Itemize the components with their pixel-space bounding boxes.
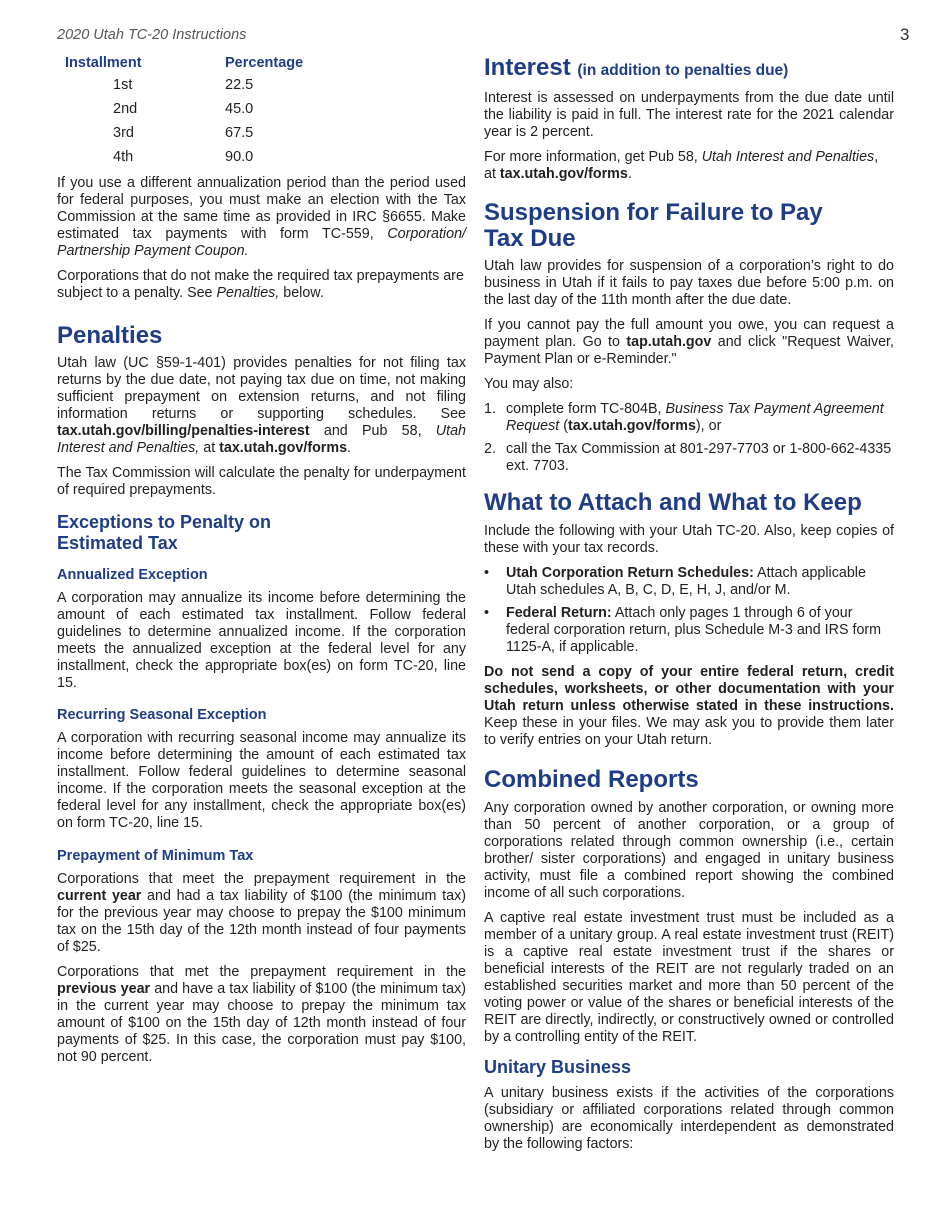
forms-link[interactable]: tax.utah.gov/forms	[499, 166, 628, 182]
seasonal-exception-paragraph: A corporation with recurring seasonal income may annualize its income before determining the amount of each estimated tax installment. Follow federal guidelines to determine seasonal income. If the corporation meets the seasonal exception at the federal level for any installment, check the appropriate box(es) on form TC-20, line 15.	[57, 730, 466, 831]
unitary-business-section	[484, 1057, 894, 1161]
minimum-tax-heading: Prepayment of Minimum Tax	[57, 848, 254, 864]
list-item: 2. call the Tax Commission at 801-297-7703 or 1-800-662-4335 ext. 7703.	[484, 441, 892, 474]
annualization-section	[57, 175, 466, 310]
attach-intro: Include the following with your Utah TC-20. Also, keep copies of these with your tax records.	[484, 523, 894, 556]
list-item: 1. complete form TC-804B, Business Tax Payment Agreement Request (tax.utah.gov/forms), or	[484, 401, 884, 434]
installment-table	[65, 55, 466, 173]
penalties-heading: Penalties	[57, 322, 163, 349]
annualized-exception-section	[57, 566, 466, 700]
table-row	[65, 101, 303, 125]
percentage-cell: 67.5	[225, 125, 254, 141]
penalties-interest-link[interactable]: tax.utah.gov/billing/penalties-interest	[57, 423, 310, 439]
list-item: • Federal Return: Attach only pages 1 through 6 of your federal corporation return, plus Schedule M-3 and IRS form 1125-A, if applicable.	[484, 605, 882, 655]
exceptions-heading: Exceptions to Penalty on Estimated Tax	[57, 512, 272, 553]
combined-reports-heading: Combined Reports	[484, 766, 699, 793]
seasonal-exception-section	[57, 706, 466, 840]
table-row	[65, 125, 303, 149]
installment-cell: 2nd	[113, 101, 138, 117]
minimum-tax-paragraph-1: Corporations that meet the prepayment requirement in the current year and had a tax liability of $100 (the minimum tax) for the previous year may choose to prepay the $100 minimum tax on the 15th day of the 12th month instead of four payments of $25.	[57, 871, 466, 955]
annualization-paragraph: If you use a different annualization period than the period used for federal purposes, you must make an election with the Tax Commission at the same time as provided in IRC §6655. Make estimated tax payments with form TC-559, Corporation/ Partnership Payment Coupon.	[57, 175, 466, 259]
penalties-paragraph: Utah law (UC §59-1-401) provides penalties for not filing tax returns by the due date, not paying tax due on time, not making sufficient prepayment on extension returns, and not filing information returns or supporting schedules. See tax.utah.gov/billing/penalties-interest and Pub 58, Utah Interest and Penalties, at tax.utah.gov/forms.	[57, 355, 466, 456]
page-number: 3	[900, 25, 910, 44]
annualized-exception-heading: Annualized Exception	[57, 567, 208, 583]
payment-plan-paragraph: If you cannot pay the full amount you owe, you can request a payment plan. Go to tap.utah.gov and click "Request Waiver, Payment Plan or e-Reminder."	[484, 317, 894, 367]
list-item: • Utah Corporation Return Schedules: Attach applicable Utah schedules A, B, C, D, E, H, J, and/or M.	[484, 565, 866, 598]
attach-heading: What to Attach and What to Keep	[484, 489, 862, 516]
penalties-calc-paragraph: The Tax Commission will calculate the penalty for underpayment of required prepayments.	[57, 465, 466, 498]
minimum-tax-section	[57, 847, 466, 1074]
forms-link[interactable]: tax.utah.gov/forms	[568, 418, 696, 434]
interest-section	[484, 55, 894, 191]
combined-reports-section	[484, 767, 894, 1054]
installment-cell: 3rd	[113, 125, 134, 141]
minimum-tax-paragraph-2: Corporations that met the prepayment requirement in the previous year and have a tax liability of $100 (the minimum tax) in the current year may choose to prepay the minimum tax amount of $100 on the 15th day of 12th month instead of four payments of $25. In this case, the corporation must pay $100, not 90 percent.	[57, 964, 467, 1065]
annualized-exception-paragraph: A corporation may annualize its income before determining the amount of each estimated tax installment. Follow federal guidelines to determine annualized income. If the corporation meets the annualized exception at the federal level for any installment, check the appropriate box(es) on form TC-20, line 15.	[57, 590, 466, 691]
installment-cell: 4th	[113, 149, 134, 165]
table-row	[65, 77, 303, 101]
interest-heading: Interest (in addition to penalties due)	[484, 54, 789, 81]
combined-reports-paragraph-1: Any corporation owned by another corporation, or owning more than 50 percent of another corporation, or a group of corporations related through common ownership (i.e., certain brother/ sister corporations) and engaged in unitary business activity, must file a combined report showing the combined income of all such corporations.	[484, 800, 894, 901]
penalty-note-paragraph: Corporations that do not make the required tax prepayments are subject to a penalty. See Penalties, below.	[57, 268, 464, 301]
do-not-send-paragraph: Do not send a copy of your entire federal return, credit schedules, worksheets, or other documentation with your Utah return unless otherwise stated in these instructions. Keep these in your files. We may ask you to provide them later to verify entries on your Utah return.	[484, 664, 894, 748]
installment-cell: 1st	[113, 77, 133, 93]
installment-header: Installment	[65, 55, 142, 71]
suspension-heading: Suspension for Failure to Pay Tax Due	[484, 199, 823, 252]
percentage-cell: 45.0	[225, 101, 254, 117]
combined-reports-paragraph-2: A captive real estate investment trust must be included as a member of a unitary group. A real estate investment trust (REIT) is a captive real estate investment trust if the shares or beneficial interests of the REIT are not regularly traded on an established securities market and more than 50 percent of the voting power or value of the shares or beneficial interests of the REIT are directly, indirectly, or constructively owned or controlled by a controlling entity of the REIT.	[484, 910, 894, 1045]
interest-more-info: For more information, get Pub 58, Utah Interest and Penalties, at tax.utah.gov/forms.	[484, 149, 879, 182]
tap-link[interactable]: tap.utah.gov	[626, 334, 712, 350]
unitary-business-paragraph: A unitary business exists if the activities of the corporations (subsidiary or affiliated corporations related through common ownership) are economically interdependent as demonstrated by the following factors:	[484, 1085, 894, 1152]
suspension-paragraph: Utah law provides for suspension of a corporation’s right to do business in Utah if it fails to pay taxes due before 5:00 p.m. on the last day of the 11th month after the due date.	[484, 258, 894, 308]
penalties-section	[57, 323, 466, 507]
you-may-also: You may also:	[484, 376, 574, 392]
interest-paragraph: Interest is assessed on underpayments from the due date until the liability is paid in full. The interest rate for the 2021 calendar year is 2 percent.	[484, 90, 894, 140]
forms-link[interactable]: tax.utah.gov/forms	[219, 440, 348, 456]
attach-list	[484, 565, 894, 656]
suspension-section	[484, 200, 894, 483]
options-list	[484, 401, 894, 475]
unitary-business-heading: Unitary Business	[484, 1057, 632, 1077]
percentage-cell: 22.5	[225, 77, 254, 93]
seasonal-exception-heading: Recurring Seasonal Exception	[57, 707, 267, 723]
percentage-header: Percentage	[225, 55, 304, 71]
page-header-title: 2020 Utah TC-20 Instructions	[57, 27, 247, 43]
table-row	[65, 149, 303, 173]
attach-section	[484, 490, 894, 757]
percentage-cell: 90.0	[225, 149, 254, 165]
exceptions-section	[57, 512, 466, 554]
